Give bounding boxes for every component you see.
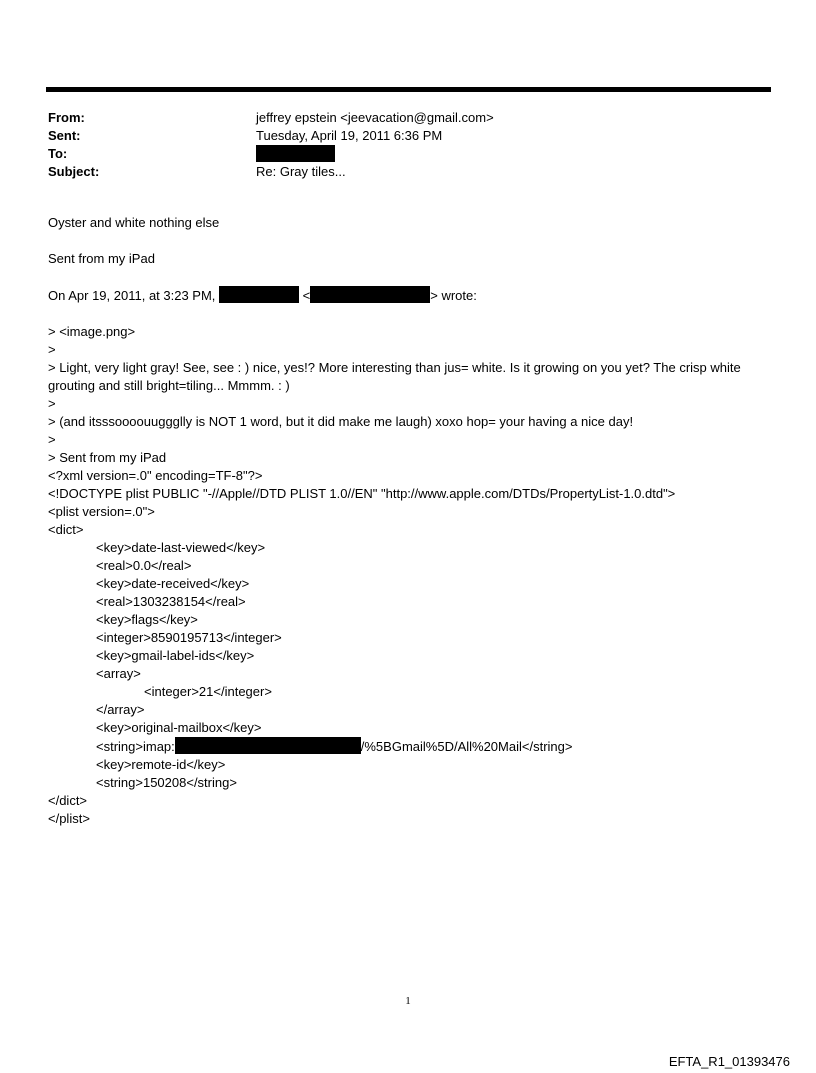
quoted-line: > Sent from my iPad [48, 450, 167, 465]
redaction-box [256, 145, 335, 162]
plist-line: <plist version=.0"> [48, 504, 155, 519]
plist-line: </array> [96, 702, 145, 717]
plist-line [48, 737, 770, 756]
plist-line: <!DOCTYPE plist PUBLIC "-//Apple//DTD PLIST 1.0//EN" "http://www.apple.com/DTDs/PropertyList-1.0.dtd"> [48, 486, 676, 501]
from-label: From: [48, 110, 85, 125]
from-value: jeffrey epstein <jeevacation@gmail.com> [256, 110, 494, 125]
wrote-lt: < [302, 288, 311, 303]
subject-value: Re: Gray tiles... [256, 164, 346, 179]
quoted-line: > [48, 342, 56, 357]
plist-line: <real>1303238154</real> [96, 594, 246, 609]
wrote-prefix: On Apr 19, 2011, at 3:23 PM, [48, 288, 216, 303]
to-value [256, 145, 335, 164]
body-line: Sent from my iPad [48, 251, 155, 266]
plist-line: <key>remote-id</key> [96, 757, 226, 772]
wrote-line [48, 286, 770, 305]
plist-line: <string>150208</string> [96, 775, 237, 790]
plist-line: <?xml version=.0" encoding=TF-8"?> [48, 468, 263, 483]
sent-label: Sent: [48, 128, 81, 143]
quoted-line: > (and itsssoooouuggglly is NOT 1 word, but it did make me laugh) xoxo hop= your having a nice day! [48, 414, 634, 429]
body-line: Oyster and white nothing else [48, 215, 220, 230]
quoted-line: > <image.png> [48, 324, 136, 339]
plist-line: <dict> [48, 522, 84, 537]
plist-line: </dict> [48, 793, 88, 808]
imap-suffix: /%5BGmail%5D/All%20Mail</string> [360, 739, 573, 754]
document-id: EFTA_R1_01393476 [668, 1054, 790, 1069]
email-body [48, 214, 770, 828]
quoted-line: > Light, very light gray! See, see : ) nice, yes!? More interesting than jus= white. Is it growing on you yet? The crisp white grouting and still bright=tiling... Mmmm. : ) [48, 360, 741, 393]
plist-line: <integer>21</integer> [144, 684, 272, 699]
wrote-suffix: > wrote: [430, 288, 477, 303]
redaction-box [219, 286, 299, 303]
plist-line: <key>date-received</key> [96, 576, 250, 591]
plist-line: <key>original-mailbox</key> [96, 720, 262, 735]
header-rule [46, 87, 771, 92]
page-number: 1 [405, 995, 411, 1007]
plist-line: <key>date-last-viewed</key> [96, 540, 266, 555]
quoted-line: > [48, 432, 56, 447]
quoted-line: > [48, 396, 56, 411]
plist-line: </plist> [48, 811, 90, 826]
plist-line: <key>gmail-label-ids</key> [96, 648, 255, 663]
plist-line: <integer>8590195713</integer> [96, 630, 282, 645]
redaction-box [310, 286, 430, 303]
sent-value: Tuesday, April 19, 2011 6:36 PM [256, 128, 443, 143]
redaction-box [175, 737, 361, 754]
imap-prefix: <string>imap: [96, 739, 175, 754]
plist-line: <key>flags</key> [96, 612, 198, 627]
to-label: To: [48, 146, 68, 161]
plist-line: <real>0.0</real> [96, 558, 192, 573]
subject-label: Subject: [48, 164, 100, 179]
plist-line: <array> [96, 666, 141, 681]
